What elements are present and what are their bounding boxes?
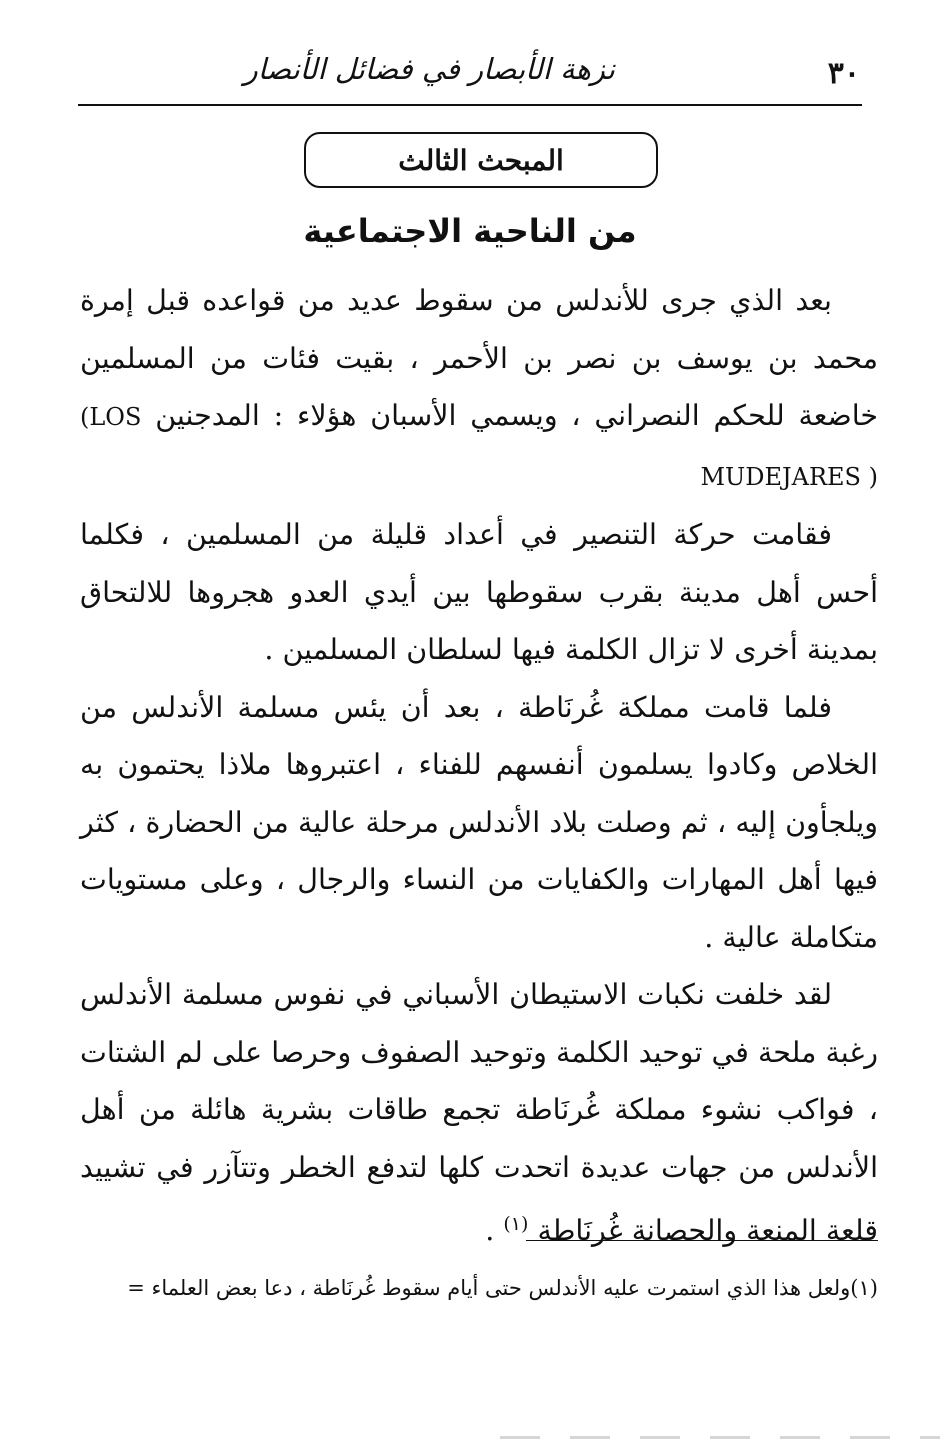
section-heading-box [304,132,658,188]
paragraph-1-text: بعد الذي جرى للأندلس من سقوط عديد من قواعده قبل إمرة محمد بن يوسف بن نصر بن الأحمر ، بقيت فئات من المسلمين خاضعة للحكم النصراني ، ويسمي الأسبان هؤلاء : المدجنين [80,284,878,432]
paragraph-4-text: لقد خلفت نكبات الاستيطان الأسباني في نفوس مسلمة الأندلس رغبة ملحة في توحيد الكلمة وتوحيد الصفوف وحرصا على لم الشتات ، فواكب نشوء مملكة غُرنَاطة تجمع طاقات بشرية هائلة من أهل الأندلس من جهات عديدة اتحدت كلها لتدفع الخطر وتتآزر في تشييد قلعة المنعة والحصانة غُرنَاطة [80,978,878,1247]
footnote-rule [526,1240,878,1241]
paragraph-1 [80,272,878,506]
running-head [80,38,860,100]
paragraph-4-end: . [485,1214,504,1247]
section-subtitle: من الناحية الاجتماعية [303,212,637,250]
scan-artifact [500,1436,940,1439]
footnote-reference: (١) [503,1213,529,1235]
header-rule [78,104,862,106]
paragraph-4 [80,966,878,1260]
latin-term: (LOS MUDEJARES ) [80,403,878,491]
book-title: نزهة الأبصار في فضائل الأنصار [243,52,615,86]
paragraph-2: فقامت حركة التنصير في أعداد قليلة من المسلمين ، فكلما أحس أهل مدينة بقرب سقوطها بين أيدي العدو هجروها للالتحاق بمدينة أخرى لا تزال الكلمة فيها لسلطان المسلمين . [80,518,878,666]
section-label: المبحث الثالث [398,143,564,177]
page-number: ٣٠ [827,56,860,91]
body-text [80,272,878,1260]
paragraph-3: فلما قامت مملكة غُرنَاطة ، بعد أن يئس مسلمة الأندلس من الخلاص وكادوا يسلمون أنفسهم للفناء ، اعتبروها ملاذا يحتمون به ويلجأون إليه ، ثم وصلت بلاد الأندلس مرحلة عالية من الحضارة ، كثر فيها أهل المهارات والكفايات من النساء والرجال ، وعلى مستويات متكاملة عالية . [80,690,878,954]
footnote: (١)ولعل هذا الذي استمرت عليه الأندلس حتى أيام سقوط غُرنَاطة ، دعا بعض العلماء = [127,1276,878,1300]
